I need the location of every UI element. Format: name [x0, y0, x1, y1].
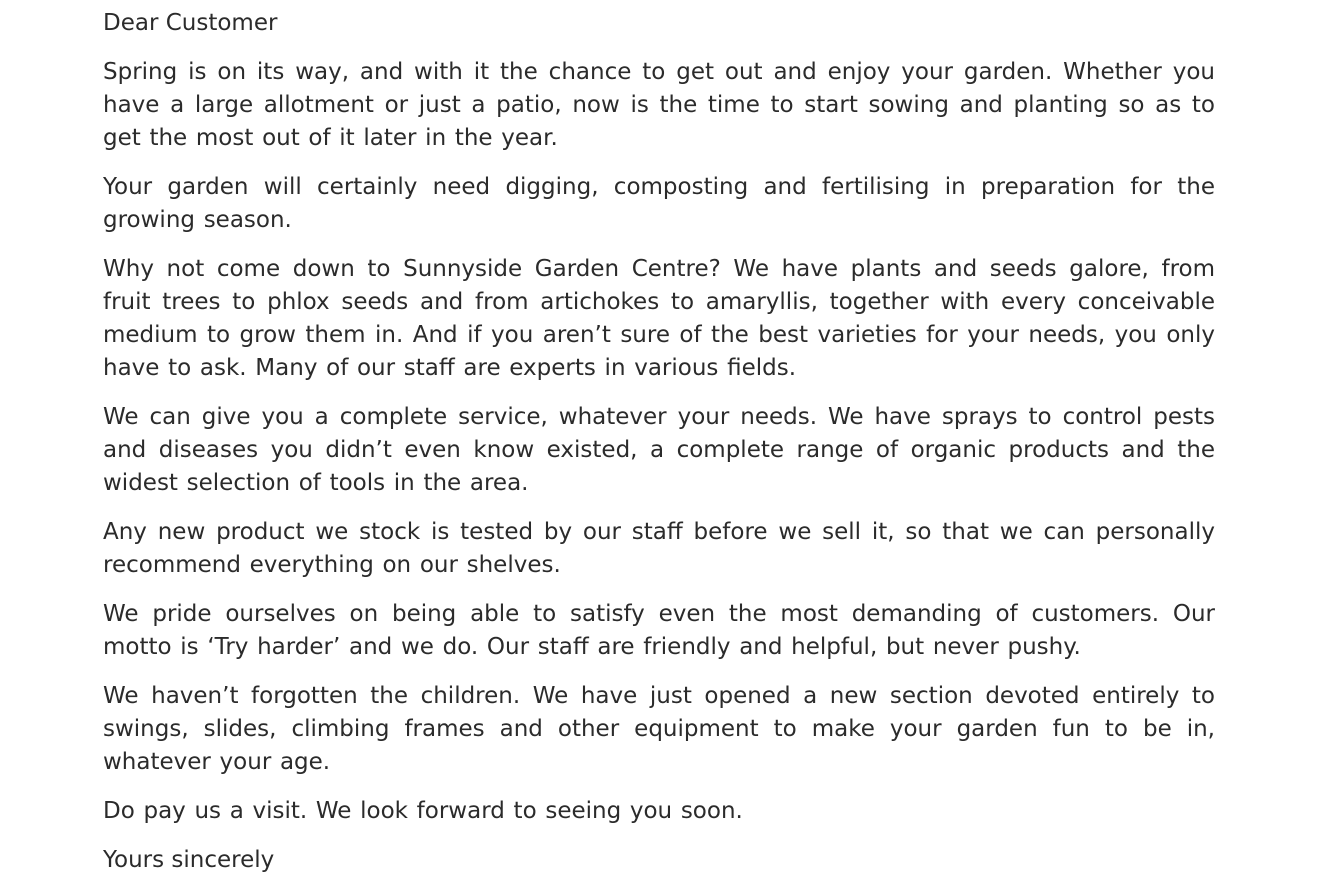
- paragraph-children: We haven’t forgotten the children. We have just opened a new section devoted entirely to swings, slides, climbing frames and other equipment to make your garden fun to be in, whatever your age.: [103, 683, 1215, 775]
- salutation: Dear Customer: [103, 10, 278, 36]
- paragraph-spring: Spring is on its way, and with it the chance to get out and enjoy your garden. Whether you have a large allotment or just a patio, now is the time to start sowing and planting so as to get the most out of it later in the year.: [103, 59, 1215, 151]
- closing: Yours sincerely: [103, 847, 275, 873]
- paragraph-motto: We pride ourselves on being able to satisfy even the most demanding of customers. Our motto is ‘Try harder’ and we do. Our staff are friendly and helpful, but never pushy.: [103, 601, 1215, 660]
- paragraph-invitation: Do pay us a visit. We look forward to seeing you soon.: [103, 798, 743, 824]
- paragraph-garden-centre: Why not come down to Sunnyside Garden Centre? We have plants and seeds galore, from fruit trees to phlox seeds and from artichokes to amaryllis, together with every conceivable medium to grow them in. And if you aren’t sure of the best varieties for your needs, you only have to ask. Many of our staff are experts in various fields.: [103, 256, 1215, 381]
- paragraph-new-products: Any new product we stock is tested by our staff before we sell it, so that we can personally recommend everything on our shelves.: [103, 519, 1215, 578]
- paragraph-complete-service: We can give you a complete service, whatever your needs. We have sprays to control pests and diseases you didn’t even know existed, a complete range of organic products and the widest selection of tools in the area.: [103, 404, 1215, 496]
- paragraph-garden-preparation: Your garden will certainly need digging, composting and fertilising in preparation for the growing season.: [103, 174, 1215, 233]
